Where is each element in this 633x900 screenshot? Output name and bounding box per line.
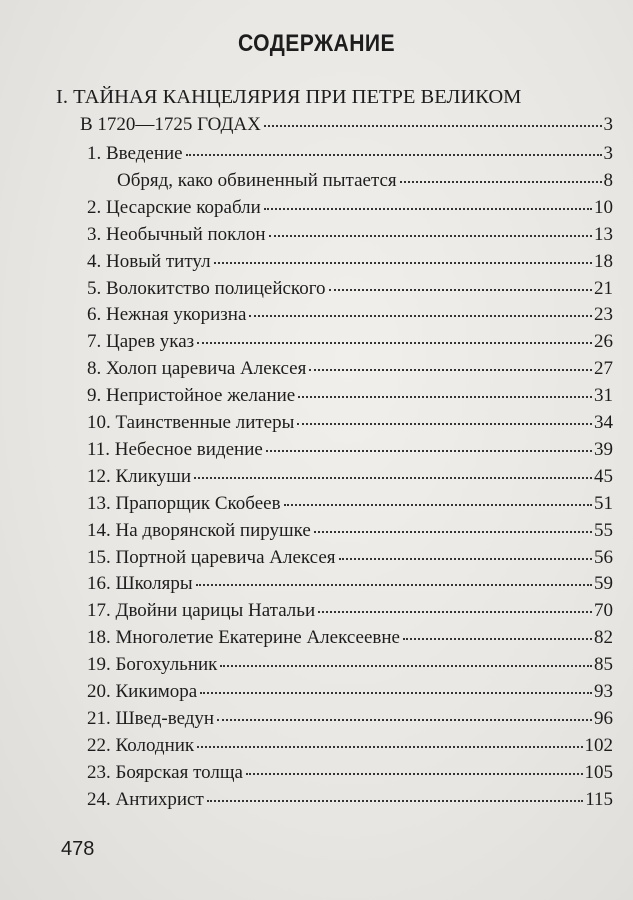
toc-entry-title: 2. Цесарские корабли [87, 196, 261, 218]
dot-leader [196, 583, 592, 586]
dot-leader [314, 530, 592, 533]
toc-entry [87, 573, 613, 599]
toc-entry [87, 493, 613, 519]
toc-entry-title: 24. Антихрист [87, 788, 204, 810]
toc-entry [87, 735, 613, 761]
toc-entry-page: 45 [594, 465, 613, 487]
toc-entry-page: 96 [594, 707, 613, 729]
dot-leader [329, 288, 592, 291]
toc-entry-title: 20. Кикимора [87, 681, 198, 702]
toc-entry-title: 23. Боярская толща [87, 761, 243, 783]
toc-entry [87, 278, 613, 304]
toc-entry [87, 654, 613, 680]
toc-entry-title: 14. На дворянской пирушке [87, 519, 311, 541]
toc-entry-title: 3. Необычный поклон [87, 223, 266, 245]
toc-entry-page: 59 [594, 573, 613, 595]
dot-leader [403, 637, 592, 640]
toc-entry-page: 31 [594, 385, 613, 407]
toc-entry [87, 600, 613, 626]
dot-leader [284, 503, 592, 506]
page-number: 478 [61, 838, 95, 860]
dot-leader [207, 799, 583, 802]
toc-entry-page: 27 [594, 358, 613, 380]
toc-entry-title: 7. Царев указ [87, 331, 195, 353]
toc-entry-page: 13 [594, 223, 613, 245]
dot-leader [309, 368, 592, 371]
toc-entry [87, 547, 613, 573]
toc-entry-page: 3 [603, 143, 613, 164]
section-heading-line2-entry [80, 114, 613, 140]
toc-entry [87, 789, 613, 815]
toc-entry-title: 4. Новый титул [87, 250, 211, 272]
toc-entry [87, 762, 613, 788]
toc-entry [87, 224, 613, 250]
toc-entry [87, 520, 613, 546]
toc-entry-title: 8. Холоп царевича Алексея [87, 358, 307, 380]
contents-heading: СОДЕРЖАНИЕ [237, 30, 396, 57]
dot-leader [186, 153, 602, 156]
toc-entry-title: 22. Колодник [87, 734, 195, 756]
dot-leader [220, 664, 592, 667]
toc-entry-title: 10. Таинственные литеры [87, 412, 295, 433]
toc-entry-page: 115 [585, 788, 613, 810]
toc-entry-title: 6. Нежная укоризна [87, 304, 247, 326]
toc-entry-page: 70 [594, 600, 613, 622]
toc-entry-title: 15. Портной царевича Алексея [87, 546, 336, 568]
toc-entry [87, 304, 613, 330]
toc-entry-title: 12. Кликуши [87, 465, 192, 487]
dot-leader [217, 718, 592, 721]
toc-entry-page: 55 [594, 519, 613, 541]
toc-entry-page: 85 [594, 654, 613, 676]
toc-entry-title: 11. Небесное видение [87, 438, 263, 460]
toc-entry-page: 102 [584, 734, 613, 756]
toc-entry-title: 18. Многолетие Екатерине Алексеевне [87, 627, 400, 649]
toc-entry-page: 56 [594, 546, 613, 568]
toc-entry-title: 19. Богохульник [87, 654, 218, 676]
dot-leader [200, 691, 592, 694]
dot-leader [318, 610, 592, 613]
dot-leader [197, 745, 582, 748]
toc-entry-title: 17. Двойни царицы Натальи [87, 600, 316, 622]
toc-entry-title: 5. Волокитство полицейского [87, 277, 326, 299]
toc-entry-page: 8 [603, 169, 613, 191]
toc-entry [87, 331, 613, 357]
toc-entry [87, 466, 613, 492]
dot-leader [269, 234, 592, 237]
toc-entry-page: 23 [594, 304, 613, 326]
toc-entry [87, 412, 613, 438]
toc-entry [87, 251, 613, 277]
toc-entry [87, 143, 613, 169]
toc-entry [87, 681, 613, 707]
toc-entry-page: 39 [594, 438, 613, 460]
toc-entry [87, 358, 613, 384]
toc-entry [87, 627, 613, 653]
section-heading-line2: В 1720—1725 ГОДАХ [80, 114, 261, 135]
dot-leader [297, 422, 592, 425]
toc-entry [87, 439, 613, 465]
dot-leader [197, 341, 592, 344]
toc-entry-title: 1. Введение [87, 143, 183, 164]
toc-entry-title: 9. Непристойное желание [87, 385, 296, 407]
toc-entry-title: 13. Прапорщик Скобеев [87, 492, 281, 514]
toc-entry-page: 34 [594, 412, 613, 433]
toc-entry-page: 10 [594, 196, 613, 218]
toc-entry-page: 26 [594, 331, 613, 353]
section-page-number: 3 [603, 114, 613, 135]
toc-entry-title: Обряд, како обвиненный пытается [117, 169, 397, 191]
toc-entry-page: 18 [594, 250, 613, 272]
dot-leader [194, 476, 592, 479]
dot-leader [264, 124, 602, 127]
section-heading-line1: I. ТАЙНАЯ КАНЦЕЛЯРИЯ ПРИ ПЕТРЕ ВЕЛИКОМ [56, 86, 522, 108]
dot-leader [264, 207, 592, 210]
toc-entry-page: 105 [584, 761, 613, 783]
dot-leader [339, 557, 592, 560]
toc-entry [117, 170, 613, 196]
dot-leader [298, 395, 592, 398]
dot-leader [249, 314, 592, 317]
toc-entry-page: 82 [594, 627, 613, 649]
dot-leader [400, 180, 602, 183]
toc-entry-page: 93 [594, 681, 613, 702]
toc-entry-title: 21. Швед-ведун [87, 707, 215, 729]
toc-entry [87, 197, 613, 223]
toc-entry [87, 708, 613, 734]
dot-leader [214, 261, 592, 264]
toc-entry-title: 16. Школяры [87, 573, 193, 595]
toc-entry-page: 21 [594, 277, 613, 299]
toc-entry [87, 385, 613, 411]
toc-entry-page: 51 [594, 492, 613, 514]
dot-leader [246, 772, 583, 775]
dot-leader [266, 449, 592, 452]
